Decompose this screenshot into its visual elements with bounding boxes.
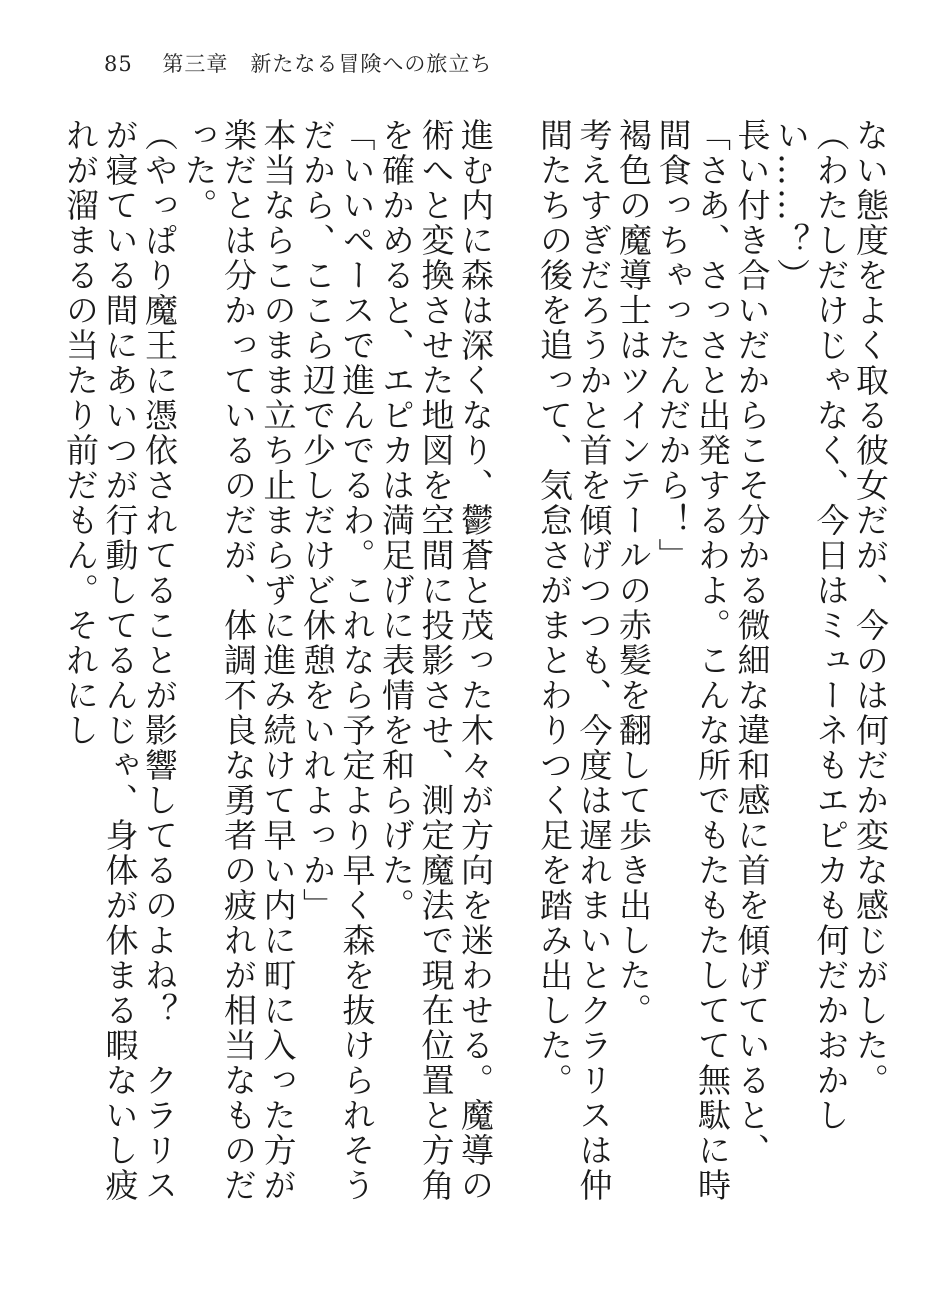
paragraph: ない態度をよく取る彼女だが、今のは何だか変な感じがした。 [851, 118, 890, 1098]
paragraph: 進む内に森は深くなり、鬱蒼と茂った木々が方向を迷わせる。魔導の術へと変換させた地図を空間に投影させ、測定魔法で現在位置と方角を確かめると、エピカは満足げに表情を和らげた。 [377, 118, 495, 1203]
paragraph: （わたしだけじゃなく、今日はミューネもエピカも何だかおかしい……？） [772, 118, 851, 1133]
page-number: 85 [104, 52, 133, 76]
paragraph: 「さあ、さっさと出発するわよ。こんな所でもたもたしてて無駄に時間食っちゃったんだから！」 [653, 118, 732, 1203]
paragraph: （やっぱり魔王に憑依されてることが影響してるのよね？ クラリスが寝ている間にあいつが行動してるんじゃ、身体が休まる暇ないし疲れが溜まるの当たり前だもん。それにし [61, 118, 179, 1203]
paragraph: 褐色の魔導士はツインテールの赤髪を翻して歩き出した。 [614, 118, 653, 1028]
paragraph: 考えすぎだろうかと首を傾げつつも、今度は遅れまいとクラリスは仲間たちの後を追って、気怠さがまとわりつく足を踏み出した。 [535, 118, 614, 1203]
section-break [495, 118, 535, 128]
paragraph: 「いいペースで進んでるわ。これなら予定より早く森を抜けられそうだから、ここら辺で少しだけど休憩をいれよっか」 [298, 118, 377, 1203]
chapter-title: 第三章 新たなる冒険への旅立ち [162, 52, 493, 76]
body-text [61, 118, 890, 1228]
paragraph: 長い付き合いだからこそ分かる微細な違和感に首を傾げていると、 [732, 118, 772, 1168]
running-head [104, 48, 492, 78]
paragraph: 本当ならこのまま立ち止まらずに進み続けて早い内に町に入った方が楽だとは分かっているのだが、体調不良な勇者の疲れが相当なものだった。 [179, 118, 298, 1203]
